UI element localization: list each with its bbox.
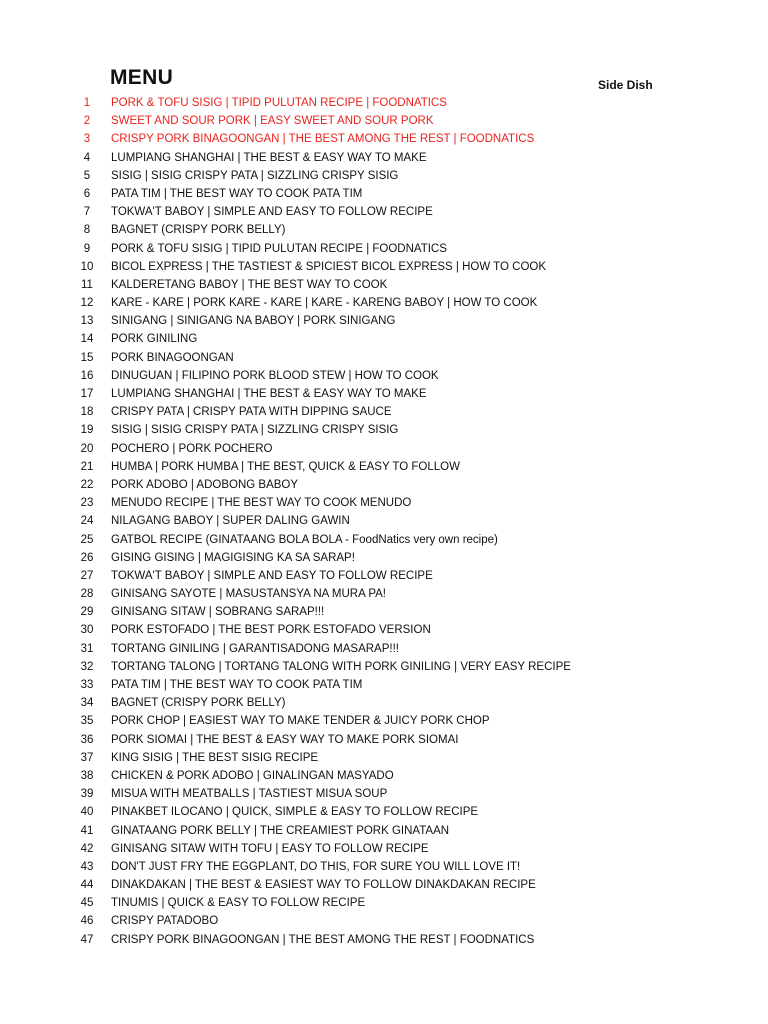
row-number: 5 [83,169,91,182]
row-title: MISUA WITH MEATBALLS | TASTIEST MISUA SOUP [111,788,388,801]
row-number: 31 [80,642,94,655]
row-title: DINUGUAN | FILIPINO PORK BLOOD STEW | HOW TO COOK [111,369,439,382]
menu-row [0,167,768,185]
menu-row [0,531,768,549]
menu-row [0,731,768,749]
row-title: DINAKDAKAN | THE BEST & EASIEST WAY TO FOLLOW DINAKDAKAN RECIPE [111,879,536,892]
row-title: KARE - KARE | PORK KARE - KARE | KARE - KARENG BABOY | HOW TO COOK [111,297,538,310]
row-number: 10 [80,260,94,273]
menu-row [0,512,768,530]
menu-row [0,112,768,130]
row-title: PORK GINILING [111,333,198,346]
row-title: TOKWA'T BABOY | SIMPLE AND EASY TO FOLLOW RECIPE [111,569,433,582]
row-title: POCHERO | PORK POCHERO [111,442,273,455]
row-title: GINATAANG PORK BELLY | THE CREAMIEST PORK GINATAAN [111,824,450,837]
row-title: GINISANG SITAW | SOBRANG SARAP!!! [111,606,325,619]
menu-row [0,149,768,167]
row-title: CRISPY PATA | CRISPY PATA WITH DIPPING SAUCE [111,406,392,419]
row-title: PORK & TOFU SISIG | TIPID PULUTAN RECIPE | FOODNATICS [111,97,447,109]
row-number: 36 [80,733,94,746]
menu-row [0,640,768,658]
menu-row [0,912,768,930]
row-title: PORK CHOP | EASIEST WAY TO MAKE TENDER & JUICY PORK CHOP [111,715,490,728]
row-title: SISIG | SISIG CRISPY PATA | SIZZLING CRISPY SISIG [111,169,399,182]
menu-row [0,694,768,712]
row-title: CHICKEN & PORK ADOBO | GINALINGAN MASYADO [111,769,394,782]
row-number: 1 [83,97,91,109]
row-title: PATA TIM | THE BEST WAY TO COOK PATA TIM [111,679,363,691]
row-title: BAGNET (CRISPY PORK BELLY) [111,224,286,237]
row-number: 37 [80,751,94,764]
menu-row [0,840,768,858]
menu-row [0,385,768,403]
menu-row [0,803,768,821]
row-number: 17 [80,388,94,400]
row-title: LUMPIANG SHANGHAI | THE BEST & EASY WAY TO MAKE [111,388,427,400]
menu-row [0,94,768,112]
row-number: 24 [80,515,94,528]
row-number: 28 [80,588,94,601]
side-dish-label: Side Dish [598,78,653,92]
row-title: PORK ESTOFADO | THE BEST PORK ESTOFADO VERSION [111,624,431,637]
menu-row [0,858,768,876]
menu-row [0,822,768,840]
menu-row [0,294,768,312]
row-title: PORK SIOMAI | THE BEST & EASY WAY TO MAKE PORK SIOMAI [111,733,459,746]
row-number: 46 [80,915,94,928]
menu-row [0,258,768,276]
row-number: 4 [83,151,91,164]
row-number: 27 [80,569,94,582]
row-number: 20 [80,442,94,455]
row-number: 25 [80,533,94,546]
menu-row [0,458,768,476]
row-number: 11 [81,278,93,291]
menu-row [0,221,768,239]
row-number: 30 [80,624,94,637]
menu-row [0,403,768,421]
menu-row [0,621,768,639]
row-number: 6 [83,187,91,200]
row-title: HUMBA | PORK HUMBA | THE BEST, QUICK & EASY TO FOLLOW [111,460,460,473]
row-number: 35 [80,715,94,728]
row-number: 21 [80,460,94,473]
row-number: 40 [80,806,94,819]
menu-row [0,603,768,621]
row-title: BICOL EXPRESS | THE TASTIEST & SPICIEST BICOL EXPRESS | HOW TO COOK [111,260,547,273]
row-title: LUMPIANG SHANGHAI | THE BEST & EASY WAY TO MAKE [111,151,427,164]
row-title: SISIG | SISIG CRISPY PATA | SIZZLING CRISPY SISIG [111,424,399,437]
row-number: 15 [80,351,94,364]
row-title: CRISPY PATADOBO [111,915,219,928]
row-title: MENUDO RECIPE | THE BEST WAY TO COOK MENUDO [111,497,412,510]
row-title: NILAGANG BABOY | SUPER DALING GAWIN [111,515,350,528]
menu-row [0,785,768,803]
row-title: GINISANG SITAW WITH TOFU | EASY TO FOLLOW RECIPE [111,842,429,855]
row-title: SINIGANG | SINIGANG NA BABOY | PORK SINIGANG [111,315,396,328]
menu-row [0,312,768,330]
row-title: GISING GISING | MAGIGISING KA SA SARAP! [111,551,355,564]
row-number: 8 [83,224,91,237]
menu-row [0,712,768,730]
row-title: TOKWA'T BABOY | SIMPLE AND EASY TO FOLLOW RECIPE [111,206,433,219]
row-title: PATA TIM | THE BEST WAY TO COOK PATA TIM [111,187,363,200]
row-number: 13 [80,315,94,328]
row-title: KALDERETANG BABOY | THE BEST WAY TO COOK [111,278,388,291]
menu-row [0,276,768,294]
menu-row [0,440,768,458]
row-number: 16 [80,369,94,382]
row-title: TINUMIS | QUICK & EASY TO FOLLOW RECIPE [111,897,366,910]
row-title: DON'T JUST FRY THE EGGPLANT, DO THIS, FOR SURE YOU WILL LOVE IT! [111,860,521,873]
menu-row [0,203,768,221]
row-title: BAGNET (CRISPY PORK BELLY) [111,697,286,710]
row-number: 9 [83,242,91,255]
row-number: 18 [80,406,94,419]
menu-row [0,185,768,203]
row-number: 32 [80,660,94,673]
row-title: TORTANG GINILING | GARANTISADONG MASARAP!!! [111,642,399,655]
row-number: 22 [80,478,94,491]
menu-row [0,330,768,348]
row-number: 45 [80,897,94,910]
row-title: PINAKBET ILOCANO | QUICK, SIMPLE & EASY TO FOLLOW RECIPE [111,806,479,819]
menu-row [0,130,768,148]
menu-row [0,767,768,785]
row-number: 26 [80,551,94,564]
menu-row [0,749,768,767]
menu-row [0,658,768,676]
row-number: 38 [80,769,94,782]
row-title: KING SISIG | THE BEST SISIG RECIPE [111,751,319,764]
menu-list [0,94,768,949]
row-title: SWEET AND SOUR PORK | EASY SWEET AND SOUR PORK [111,115,434,128]
row-number: 33 [80,679,94,691]
row-number: 14 [80,333,94,346]
menu-row [0,876,768,894]
row-title: CRISPY PORK BINAGOONGAN | THE BEST AMONG THE REST | FOODNATICS [111,133,535,146]
row-number: 12 [80,297,94,310]
row-number: 3 [83,133,91,146]
row-number: 19 [80,424,94,437]
row-title: CRISPY PORK BINAGOONGAN | THE BEST AMONG THE REST | FOODNATICS [111,933,535,946]
menu-row [0,421,768,439]
menu-row [0,349,768,367]
row-number: 47 [80,933,94,946]
menu-title: MENU [110,66,174,89]
row-number: 41 [80,824,94,837]
row-number: 34 [80,697,94,710]
row-number: 44 [80,879,94,892]
row-title: GINISANG SAYOTE | MASUSTANSYA NA MURA PA! [111,588,387,601]
menu-row [0,549,768,567]
row-title: GATBOL RECIPE (GINATAANG BOLA BOLA - FoodNatics very own recipe) [111,533,498,546]
row-number: 39 [80,788,94,801]
row-title: TORTANG TALONG | TORTANG TALONG WITH PORK GINILING | VERY EASY RECIPE [111,660,571,673]
row-title: PORK BINAGOONGAN [111,351,234,364]
menu-row [0,894,768,912]
menu-row [0,585,768,603]
row-number: 43 [80,860,94,873]
menu-row [0,240,768,258]
row-number: 2 [83,115,91,128]
row-number: 42 [80,842,94,855]
row-title: PORK ADOBO | ADOBONG BABOY [111,478,299,491]
menu-row [0,676,768,694]
row-number: 23 [80,497,94,510]
menu-row [0,476,768,494]
row-title: PORK & TOFU SISIG | TIPID PULUTAN RECIPE | FOODNATICS [111,242,447,255]
menu-row [0,494,768,512]
row-number: 7 [83,206,91,219]
menu-row [0,567,768,585]
menu-row [0,931,768,949]
row-number: 29 [80,606,94,619]
menu-row [0,367,768,385]
